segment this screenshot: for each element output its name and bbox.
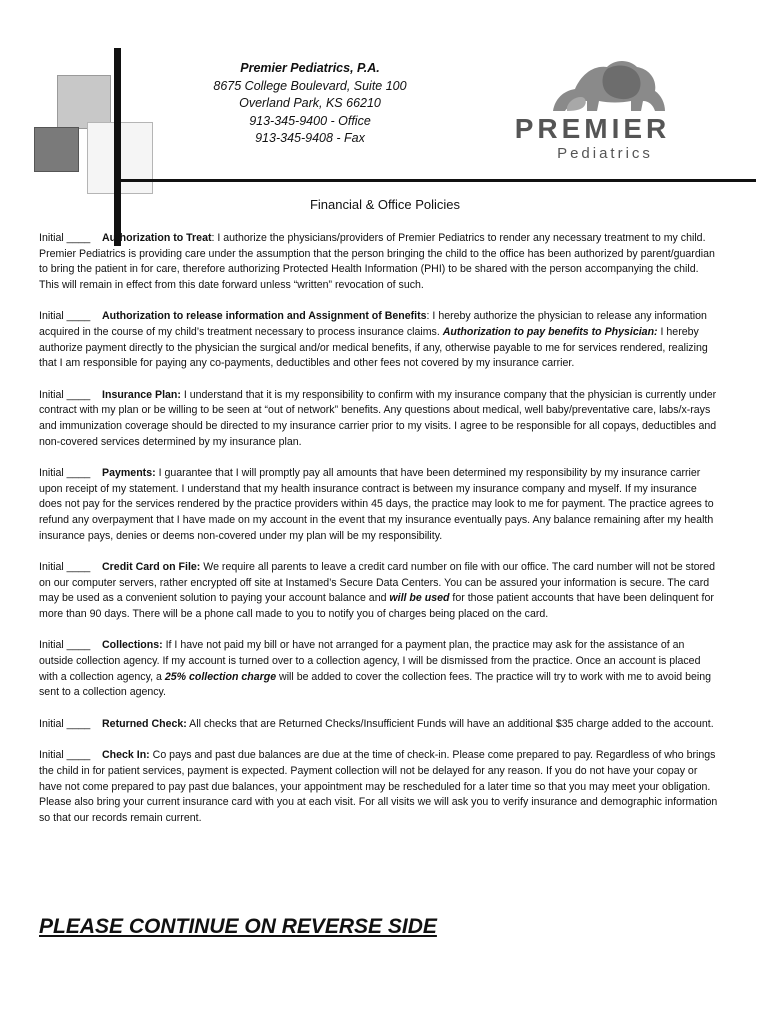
- policy-emphasis: will be used: [389, 592, 450, 605]
- policy-text: for those patient accounts that have been delinquent for more than 90 days. There will be a phone call made to you to notify you of charges being placed on the card.: [39, 592, 714, 620]
- initial-field: Initial ____: [39, 310, 91, 323]
- policy-heading: Authorization to Treat: [102, 232, 212, 244]
- initial-field: Initial ____: [39, 561, 91, 574]
- lion-icon: [545, 55, 675, 117]
- address-line-2: Overland Park, KS 66210: [239, 96, 381, 110]
- policy-heading: Authorization to release information and Assignment of Benefits: [102, 310, 427, 323]
- policy-insurance-plan: [39, 388, 719, 450]
- policy-collections: [39, 638, 719, 700]
- phone-office: 913-345-9400 - Office: [249, 113, 371, 128]
- logo-sub-text: Pediatrics: [557, 145, 653, 162]
- document-title: Financial & Office Policies: [309, 197, 461, 212]
- header-vertical-rule: [114, 48, 121, 246]
- initial-field: Initial ____: [39, 749, 91, 762]
- policy-authorization-to-treat: [39, 231, 719, 293]
- logo-brand-text: PREMIER: [514, 113, 671, 144]
- phone-fax: 913-345-9408 - Fax: [255, 131, 365, 145]
- initial-field: Initial ____: [39, 639, 91, 652]
- policy-emphasis: Authorization to pay benefits to Physician:: [442, 325, 658, 338]
- policy-text: I understand that it is my responsibility to confirm with my insurance company that the physician is currently under contract with my plan or be willing to be seen at “out of network” benefits. Any questions about medical, well baby/preventative care, labs/x-rays and immunization coverage should be directed to my insurance carrier prior to my visits. I agree to be responsible for all copays, deductibles and non-covered services determined by my insurance plan.: [39, 388, 717, 448]
- initial-field: Initial ____: [39, 232, 91, 244]
- policy-text: All checks that are Returned Checks/Insufficient Funds will have an additional $35 charge added to the account.: [186, 717, 714, 730]
- header-horizontal-rule: [114, 179, 756, 182]
- policy-heading: Payments:: [102, 467, 156, 480]
- decorative-square-light: [57, 75, 111, 129]
- policy-check-in: [39, 748, 719, 826]
- policy-text: I hereby authorize payment directly to the physician the surgical and/or medical benefits, if any, otherwise payable to me for services rendered, realizing that I am responsible for paying any co-payments, deductibles and other fees not covered by my insurance carrier.: [39, 325, 708, 370]
- premier-logo: [505, 55, 680, 165]
- practice-name: Premier Pediatrics, P.A.: [240, 61, 380, 75]
- initial-field: Initial ____: [39, 388, 91, 401]
- policy-text: will be added to cover the collection fees. The practice will try to work with me to avoid being sent to a collection agency.: [39, 670, 712, 699]
- policy-release-information: [39, 309, 719, 371]
- policy-heading: Credit Card on File:: [102, 561, 201, 574]
- continue-notice: PLEASE CONTINUE ON REVERSE SIDE: [39, 915, 437, 938]
- policy-text: : I authorize the physicians/providers of Premier Pediatrics to render any necessary treatment to my child. Premier Pediatrics is providing care under the assumption that the person bringing the child to the office has been authorized by parent/guardian to bring the patient in for care, therefore authorizing Protected Health Information (PHI) to be shared with the person accompanying the child. This will remain in effect from this date forward unless “written” revocation of such.: [39, 232, 715, 291]
- initial-field: Initial ____: [39, 467, 91, 480]
- policy-text: I guarantee that I will promptly pay all amounts that have been determined my responsibility by my insurance carrier upon receipt of my statement. I understand that my health insurance contract is between my insurance company and myself. If my insurance does not pay for the services rendered by the practice providers within 45 days, the practice may look to me for payment. The practice agrees to refund any overpayment that I have made on my account in the event that my insurance eventually pays. Any balance remaining after my health insurance pays, denies or deems non-covered under my plan will be my responsibility.: [39, 467, 714, 542]
- policy-heading: Check In:: [102, 749, 150, 762]
- policy-text: If I have not paid my bill or have not arranged for a payment plan, the practice may ask for the assistance of an outside collection agency. If my account is turned over to a collection agency, I will be dismissed from the practice. Once an account is placed with a collection agency, a: [39, 639, 701, 683]
- policy-sections: [39, 231, 719, 842]
- policy-payments: [39, 466, 719, 544]
- policy-heading: Insurance Plan:: [102, 388, 181, 401]
- policy-heading: Returned Check:: [102, 717, 187, 730]
- policy-text: : I hereby authorize the physician to release any information acquired in the course of my child’s treatment necessary to process insurance claims.: [39, 310, 707, 338]
- address-line-1: 8675 College Boulevard, Suite 100: [213, 78, 407, 93]
- practice-contact-block: [200, 60, 420, 148]
- policy-text: Co pays and past due balances are due at the time of check-in. Please come prepared to pay. Regardless of who brings the child in for patient services, payment is expected. Payment collection will not be delayed for any reason. If you do not have your copay or have not come prepared to pay past due balances, your appointment may be rescheduled for a later time so that you may meet your obligation. Please also bring your current insurance card with you at each visit. For all visits we will ask you to verify insurance and demographic information so that our records remain current.: [39, 749, 718, 824]
- policy-emphasis: 25% collection charge: [164, 670, 277, 683]
- policy-heading: Collections:: [102, 639, 163, 652]
- policy-returned-check: [39, 717, 719, 733]
- decorative-square-dark: [34, 127, 79, 172]
- initial-field: Initial ____: [39, 717, 91, 730]
- policy-credit-card-on-file: [39, 560, 719, 622]
- policy-text: We require all parents to leave a credit card number on file with our office. The card number will not be stored on our computer servers, rather encrypted off site at Instamed’s Secure Data Centers. You can be assured your information is secure. The card may be used as a convenient solution to paying your account balance and: [39, 561, 715, 605]
